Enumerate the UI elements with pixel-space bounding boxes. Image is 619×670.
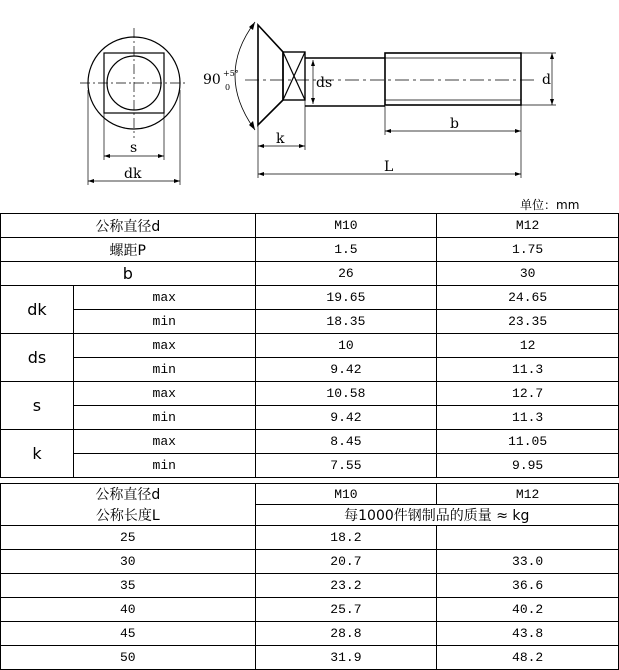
table-row	[1, 286, 619, 310]
cell: 40.2	[437, 598, 619, 622]
cell: 23.35	[437, 310, 619, 334]
cell: 23.2	[255, 574, 437, 598]
b-m12: 30	[437, 262, 619, 286]
label-d: d	[542, 72, 551, 88]
max-label: max	[73, 430, 255, 454]
length-cell: 35	[1, 574, 256, 598]
cell: 9.95	[437, 454, 619, 478]
table-row	[1, 505, 619, 526]
table-row	[1, 454, 619, 478]
group-name: s	[1, 382, 74, 430]
cell: 9.42	[255, 358, 437, 382]
min-label: min	[73, 406, 255, 430]
length-header-label: 公称长度L	[1, 505, 256, 526]
table-row	[1, 406, 619, 430]
table-row	[1, 262, 619, 286]
group-name: k	[1, 430, 74, 478]
table-row	[1, 334, 619, 358]
cell: 24.65	[437, 286, 619, 310]
cell: 43.8	[437, 622, 619, 646]
table-row	[1, 358, 619, 382]
table-row	[1, 214, 619, 238]
header-m10: M10	[255, 484, 437, 505]
label-k: k	[276, 131, 285, 147]
mass-table	[0, 483, 619, 670]
cell: 31.9	[255, 646, 437, 670]
cell: 11.3	[437, 406, 619, 430]
length-cell: 25	[1, 526, 256, 550]
angle-tol-upper: +5°	[223, 69, 239, 78]
cell: 12	[437, 334, 619, 358]
cell: 10	[255, 334, 437, 358]
min-label: min	[73, 454, 255, 478]
cell: 20.7	[255, 550, 437, 574]
table-row	[1, 310, 619, 334]
cell: 9.42	[255, 406, 437, 430]
cell: 11.3	[437, 358, 619, 382]
mass-header-label: 每1000件钢制品的质量 ≈ kg	[255, 505, 618, 526]
length-cell: 40	[1, 598, 256, 622]
cell: 36.6	[437, 574, 619, 598]
b-m10: 26	[255, 262, 437, 286]
b-label: b	[1, 262, 256, 286]
label-b: b	[450, 116, 459, 132]
table-row	[1, 526, 619, 550]
min-label: min	[73, 310, 255, 334]
header-m12: M12	[437, 484, 619, 505]
max-label: max	[73, 286, 255, 310]
label-L: L	[384, 159, 394, 175]
table-row	[1, 574, 619, 598]
length-cell: 45	[1, 622, 256, 646]
cell: 10.58	[255, 382, 437, 406]
label-dk: dk	[124, 166, 142, 182]
angle-label: 90	[203, 72, 221, 88]
dimension-table	[0, 213, 619, 478]
countersunk-head	[258, 25, 283, 125]
angle-tol-lower: 0	[225, 83, 231, 92]
cell	[437, 526, 619, 550]
table-row	[1, 484, 619, 505]
cell: 8.45	[255, 430, 437, 454]
max-label: max	[73, 382, 255, 406]
max-label: max	[73, 334, 255, 358]
cell: 18.35	[255, 310, 437, 334]
group-name: ds	[1, 334, 74, 382]
label-s: s	[130, 140, 138, 156]
cell: 18.2	[255, 526, 437, 550]
cell: 11.05	[437, 430, 619, 454]
table-row	[1, 646, 619, 670]
header-m10: M10	[255, 214, 437, 238]
pitch-label: 螺距P	[1, 238, 256, 262]
table-row	[1, 382, 619, 406]
header-label: 公称直径d	[1, 214, 256, 238]
header-m12: M12	[437, 214, 619, 238]
cell: 25.7	[255, 598, 437, 622]
unit-label: 单位：mm	[520, 198, 580, 212]
length-cell: 30	[1, 550, 256, 574]
group-name: dk	[1, 286, 74, 334]
cell: 33.0	[437, 550, 619, 574]
cell: 19.65	[255, 286, 437, 310]
min-label: min	[73, 358, 255, 382]
pitch-m10: 1.5	[255, 238, 437, 262]
table-row	[1, 550, 619, 574]
cell: 48.2	[437, 646, 619, 670]
thread-section	[385, 53, 521, 105]
length-cell: 50	[1, 646, 256, 670]
cell: 7.55	[255, 454, 437, 478]
table-row	[1, 430, 619, 454]
cell: 12.7	[437, 382, 619, 406]
table-row	[1, 598, 619, 622]
label-ds: ds	[316, 75, 333, 91]
cell: 28.8	[255, 622, 437, 646]
pitch-m12: 1.75	[437, 238, 619, 262]
table-row	[1, 238, 619, 262]
header-label: 公称直径d	[1, 484, 256, 505]
table-row	[1, 622, 619, 646]
bolt-drawing	[0, 0, 619, 210]
